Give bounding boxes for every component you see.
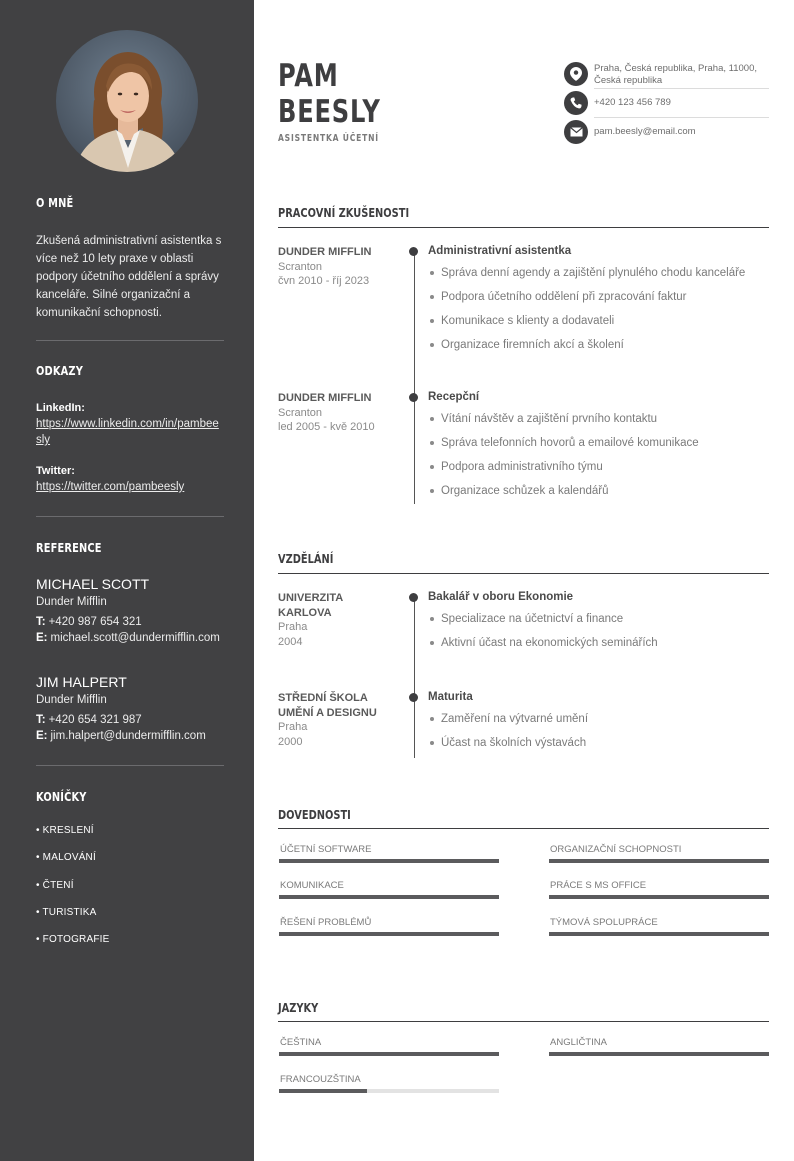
entry-bullet: Aktivní účast na ekonomických seminářích bbox=[428, 635, 773, 651]
contact-phone bbox=[564, 91, 769, 115]
link-label: Twitter: bbox=[36, 465, 75, 477]
entry-organization: DUNDER MIFFLIN bbox=[278, 246, 372, 258]
language-item bbox=[549, 1037, 769, 1056]
skill-item bbox=[279, 917, 499, 936]
skill-label: PRÁCE S MS OFFICE bbox=[550, 880, 647, 891]
languages-heading: JAZYKY bbox=[278, 1001, 319, 1015]
job-title: ASISTENTKA ÚČETNÍ bbox=[278, 133, 379, 144]
entry-dates: 2000 bbox=[278, 735, 303, 748]
hobby-item: • FOTOGRAFIE bbox=[36, 934, 110, 945]
skill-item bbox=[279, 880, 499, 899]
timeline-line bbox=[414, 598, 415, 758]
skill-bar-track bbox=[549, 932, 769, 936]
skill-bar-fill bbox=[279, 895, 499, 899]
education-entry-meta bbox=[278, 591, 388, 649]
experience-entry-details bbox=[428, 391, 773, 507]
entry-bullet: Podpora administrativního týmu bbox=[428, 459, 773, 475]
skill-label: ÚČETNÍ SOFTWARE bbox=[280, 844, 372, 855]
timeline-dot bbox=[409, 247, 418, 256]
experience-entry-meta bbox=[278, 391, 398, 435]
email-text[interactable]: pam.beesly@email.com bbox=[594, 126, 696, 137]
entry-dates: 2004 bbox=[278, 635, 303, 648]
language-bar-track bbox=[549, 1052, 769, 1056]
language-bar-fill bbox=[279, 1052, 499, 1056]
skill-label: KOMUNIKACE bbox=[280, 880, 344, 891]
entry-dates: čvn 2010 - říj 2023 bbox=[278, 275, 370, 287]
skill-label: TÝMOVÁ SPOLUPRÁCE bbox=[550, 917, 658, 928]
experience-entry-meta bbox=[278, 245, 398, 289]
email-label: E: bbox=[36, 730, 48, 742]
contact-divider bbox=[594, 117, 769, 118]
reference-phone: +420 987 654 321 bbox=[48, 616, 142, 628]
entry-location: Scranton bbox=[278, 406, 323, 419]
experience-entry-details bbox=[428, 245, 773, 361]
sidebar-divider bbox=[36, 516, 224, 517]
entry-location: Scranton bbox=[278, 260, 323, 273]
entry-bullet: Organizace firemních akcí a školení bbox=[428, 337, 773, 353]
entry-bullet: Podpora účetního oddělení při zpracování faktur bbox=[428, 289, 773, 305]
contact-address bbox=[564, 62, 769, 87]
skill-bar-fill bbox=[549, 895, 769, 899]
language-bar-track bbox=[279, 1052, 499, 1056]
language-bar-fill bbox=[549, 1052, 769, 1056]
entry-role: Bakalář v oboru Ekonomie bbox=[428, 591, 574, 603]
language-item bbox=[279, 1074, 499, 1093]
first-name: PAM bbox=[278, 58, 339, 94]
skill-bar-fill bbox=[279, 932, 499, 936]
skill-item bbox=[549, 844, 769, 863]
language-item bbox=[279, 1037, 499, 1056]
hobby-item: • TURISTIKA bbox=[36, 907, 97, 918]
entry-bullet: Účast na školních výstavách bbox=[428, 735, 773, 751]
entry-dates: led 2005 - kvě 2010 bbox=[278, 421, 375, 433]
entry-bullet: Vítání návštěv a zajištění prvního kontaktu bbox=[428, 411, 773, 427]
last-name: BEESLY bbox=[278, 94, 381, 130]
entry-role: Recepční bbox=[428, 391, 480, 403]
entry-organization: DUNDER MIFFLIN bbox=[278, 392, 372, 404]
links-heading: ODKAZY bbox=[36, 364, 84, 378]
entry-role: Maturita bbox=[428, 691, 473, 703]
phone-text: +420 123 456 789 bbox=[594, 97, 671, 108]
phone-label: T: bbox=[36, 714, 46, 726]
skill-bar-fill bbox=[279, 859, 499, 863]
skill-bar-track bbox=[549, 859, 769, 863]
reference-phone: +420 654 321 987 bbox=[48, 714, 142, 726]
reference-email-line bbox=[36, 728, 224, 744]
timeline-dot bbox=[409, 593, 418, 602]
link-twitter bbox=[36, 463, 224, 495]
section-rule bbox=[278, 1021, 769, 1022]
reference-email: michael.scott@dundermifflin.com bbox=[50, 632, 220, 644]
entry-bullet: Správa denní agendy a zajištění plynulého chodu kanceláře bbox=[428, 265, 773, 281]
section-rule bbox=[278, 828, 769, 829]
language-bar-fill bbox=[279, 1089, 367, 1093]
reference-name: MICHAEL SCOTT bbox=[36, 576, 150, 592]
reference-phone-line bbox=[36, 712, 224, 728]
reference-email-line bbox=[36, 630, 224, 646]
portrait-image bbox=[56, 30, 198, 172]
section-rule bbox=[278, 227, 769, 228]
skill-bar-fill bbox=[549, 859, 769, 863]
hobby-item: • ČTENÍ bbox=[36, 880, 74, 891]
entry-bullet: Specializace na účetnictví a finance bbox=[428, 611, 773, 627]
hobby-item: • MALOVÁNÍ bbox=[36, 852, 96, 863]
reference-email: jim.halpert@dundermifflin.com bbox=[50, 730, 206, 742]
envelope-icon bbox=[564, 120, 588, 144]
skill-item bbox=[549, 880, 769, 899]
skill-bar-track bbox=[279, 895, 499, 899]
hobby-item: • KRESLENÍ bbox=[36, 825, 94, 836]
twitter-url[interactable]: https://twitter.com/pambeesly bbox=[36, 481, 185, 493]
about-heading: O MNĚ bbox=[36, 196, 74, 210]
skill-bar-track bbox=[279, 859, 499, 863]
education-entry-details bbox=[428, 591, 773, 659]
phone-label: T: bbox=[36, 616, 46, 628]
reference-phone-line bbox=[36, 614, 224, 630]
experience-heading: PRACOVNÍ ZKUŠENOSTI bbox=[278, 206, 410, 220]
hobbies-heading: KONÍČKY bbox=[36, 790, 87, 804]
entry-location: Praha bbox=[278, 621, 308, 633]
entry-organization: STŘEDNÍ ŠKOLA UMĚNÍ A DESIGNU bbox=[278, 692, 377, 719]
timeline-dot bbox=[409, 393, 418, 402]
skill-bar-track bbox=[279, 932, 499, 936]
skill-label: ORGANIZAČNÍ SCHOPNOSTI bbox=[550, 844, 682, 855]
location-pin-icon bbox=[564, 62, 588, 86]
reference-company: Dunder Mifflin bbox=[36, 694, 107, 706]
sidebar-divider bbox=[36, 765, 224, 766]
language-label: FRANCOUZŠTINA bbox=[280, 1074, 361, 1085]
contact-divider bbox=[594, 88, 769, 89]
contact-email bbox=[564, 120, 769, 144]
skill-item bbox=[279, 844, 499, 863]
entry-bullet: Komunikace s klienty a dodavateli bbox=[428, 313, 773, 329]
sidebar-divider bbox=[36, 340, 224, 341]
reference-item bbox=[36, 673, 224, 744]
address-text: Praha, Česká republika, Praha, 11000, Česká republika bbox=[594, 63, 758, 86]
link-label: LinkedIn: bbox=[36, 402, 85, 414]
entry-role: Administrativní asistentka bbox=[428, 245, 572, 257]
section-rule bbox=[278, 573, 769, 574]
education-heading: VZDĚLÁNÍ bbox=[278, 552, 334, 566]
entry-location: Praha bbox=[278, 721, 308, 733]
email-label: E: bbox=[36, 632, 48, 644]
linkedin-url[interactable]: https://www.linkedin.com/in/pambeesly bbox=[36, 418, 219, 446]
skill-label: ŘEŠENÍ PROBLÉMŮ bbox=[280, 917, 372, 928]
entry-bullet: Zaměření na výtvarné umění bbox=[428, 711, 773, 727]
skill-item bbox=[549, 917, 769, 936]
entry-bullet: Správa telefonních hovorů a emailové komunikace bbox=[428, 435, 773, 451]
entry-organization: UNIVERZITA KARLOVA bbox=[278, 592, 343, 619]
skill-bar-fill bbox=[549, 932, 769, 936]
timeline-line bbox=[414, 252, 415, 504]
sidebar bbox=[0, 0, 254, 1161]
references-heading: REFERENCE bbox=[36, 541, 102, 555]
profile-photo bbox=[56, 30, 198, 172]
timeline-dot bbox=[409, 693, 418, 702]
skill-bar-track bbox=[549, 895, 769, 899]
education-entry-details bbox=[428, 691, 773, 759]
about-text: Zkušená administrativní asistentka s více než 10 lety praxe v oblasti podpory účetního oddělení a správy kanceláře. Silné organizační a komunikační schopnosti. bbox=[36, 235, 222, 319]
reference-company: Dunder Mifflin bbox=[36, 596, 107, 608]
reference-name: JIM HALPERT bbox=[36, 674, 127, 690]
phone-icon bbox=[564, 91, 588, 115]
reference-item bbox=[36, 575, 224, 646]
language-bar-track bbox=[279, 1089, 499, 1093]
language-label: ANGLIČTINA bbox=[550, 1037, 608, 1048]
education-entry-meta bbox=[278, 691, 388, 749]
skills-heading: DOVEDNOSTI bbox=[278, 808, 351, 822]
language-label: ČEŠTINA bbox=[280, 1037, 322, 1048]
entry-bullet: Organizace schůzek a kalendářů bbox=[428, 483, 773, 499]
link-linkedin bbox=[36, 400, 224, 448]
